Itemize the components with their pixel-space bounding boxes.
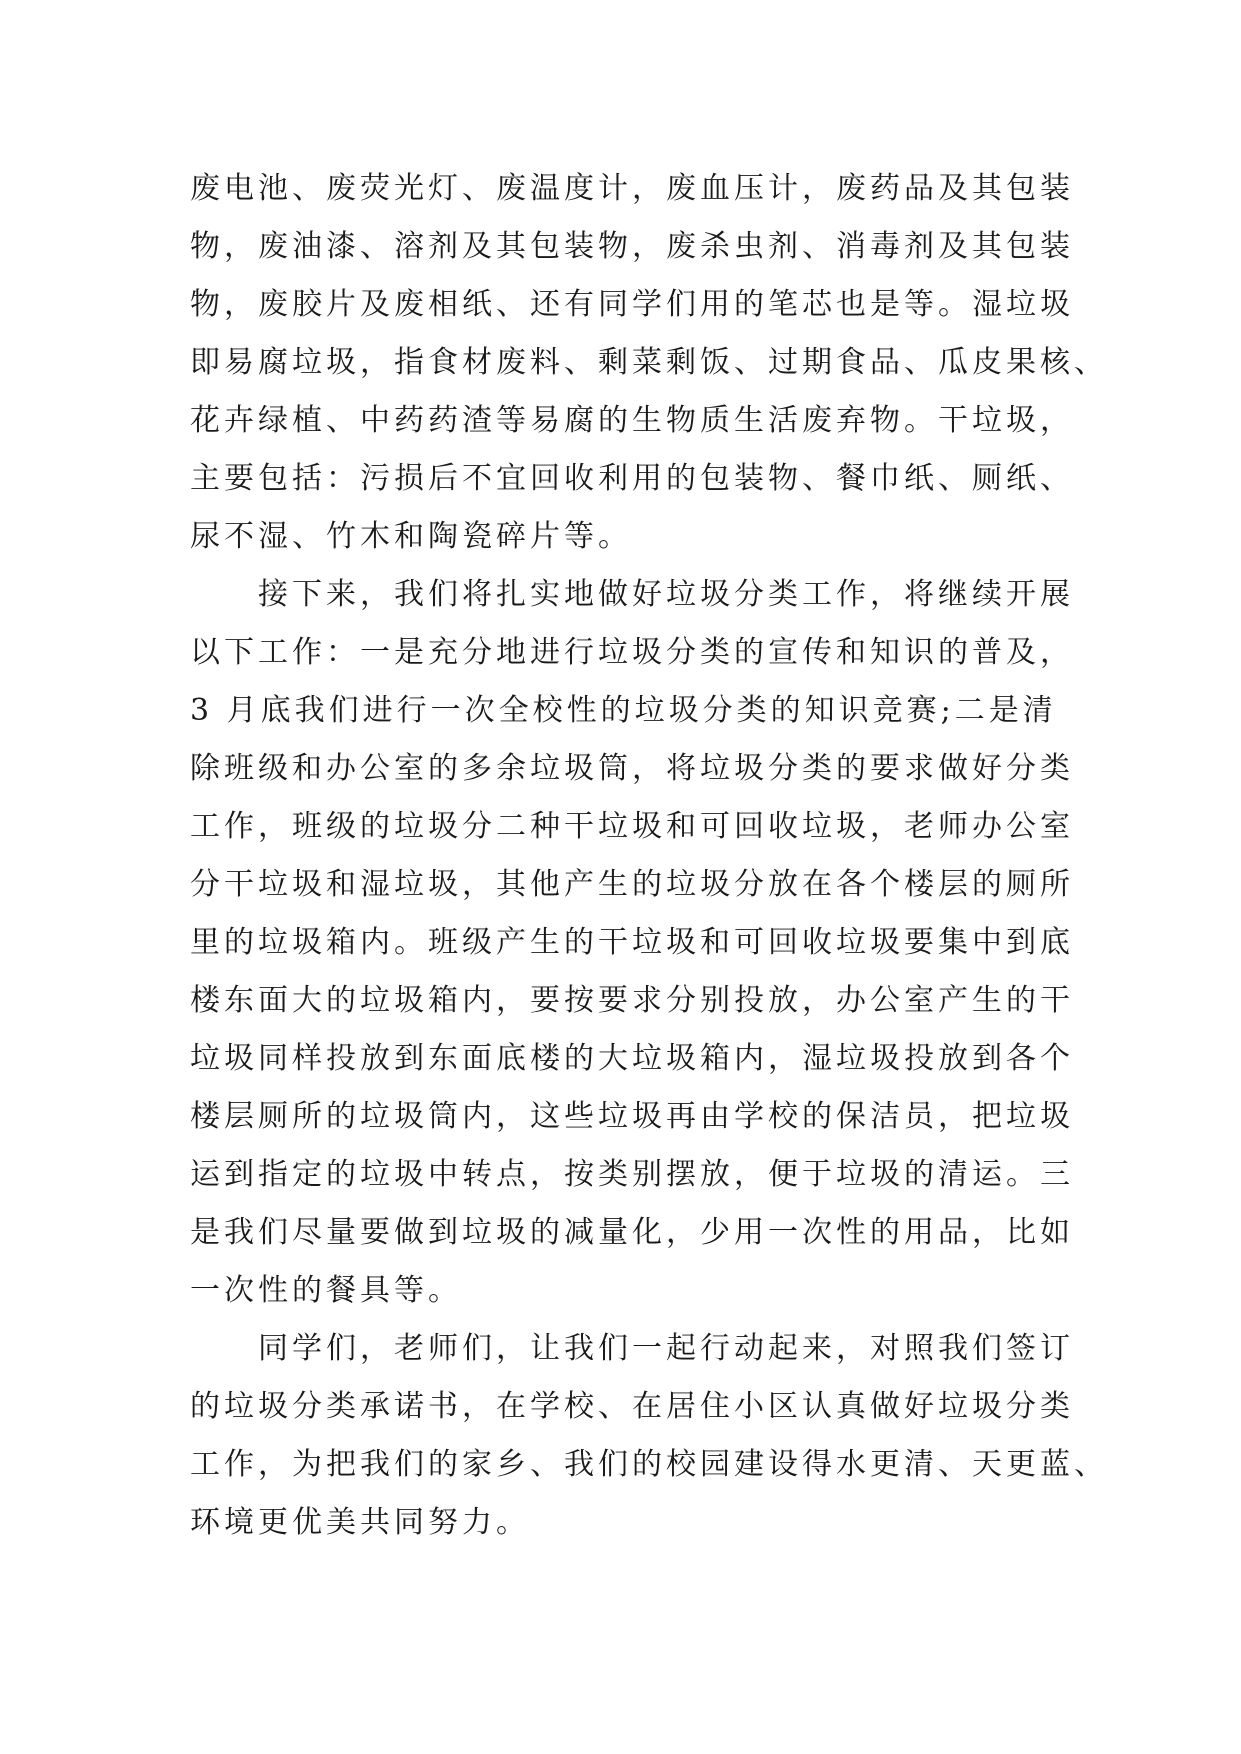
text-line: 即易腐垃圾，指食材废料、剩菜剩饭、过期食品、瓜皮果核、: [190, 345, 1108, 380]
text-line: 主要包括：污损后不宜回收利用的包装物、餐巾纸、厕纸、: [190, 461, 1074, 496]
paragraph-1: [190, 160, 1108, 566]
text-line: 一次性的餐具等。: [190, 1273, 462, 1308]
text-line: 里的垃圾箱内。班级产生的干垃圾和可回收垃圾要集中到底: [190, 925, 1074, 960]
text-line: 花卉绿植、中药药渣等易腐的生物质生活废弃物。干垃圾，: [190, 403, 1074, 438]
text-line: 废电池、废荧光灯、废温度计，废血压计，废药品及其包装: [190, 171, 1074, 206]
text-line: 的垃圾分类承诺书，在学校、在居住小区认真做好垃圾分类: [190, 1389, 1074, 1424]
text-line: 尿不湿、竹木和陶瓷碎片等。: [190, 519, 632, 554]
text-line: 除班级和办公室的多余垃圾筒，将垃圾分类的要求做好分类: [190, 751, 1074, 786]
text-line: 同学们，老师们，让我们一起行动起来，对照我们签订: [190, 1331, 1074, 1366]
text-line: 3 月底我们进行一次全校性的垃圾分类的知识竞赛;二是清: [190, 693, 1057, 728]
text-line: 运到指定的垃圾中转点，按类别摆放，便于垃圾的清运。三: [190, 1157, 1074, 1192]
body-text: [190, 160, 1108, 1552]
text-line: 以下工作：一是充分地进行垃圾分类的宣传和知识的普及，: [190, 635, 1074, 670]
text-line: 楼层厕所的垃圾筒内，这些垃圾再由学校的保洁员，把垃圾: [190, 1099, 1074, 1134]
text-line: 工作，为把我们的家乡、我们的校园建设得水更清、天更蓝、: [190, 1447, 1108, 1482]
text-line: 物，废油漆、溶剂及其包装物，废杀虫剂、消毒剂及其包装: [190, 229, 1074, 264]
text-line: 楼东面大的垃圾箱内，要按要求分别投放，办公室产生的干: [190, 983, 1074, 1018]
text-line: 工作，班级的垃圾分二种干垃圾和可回收垃圾，老师办公室: [190, 809, 1074, 844]
text-line: 环境更优美共同努力。: [190, 1505, 530, 1540]
paragraph-2: [190, 566, 1074, 1320]
text-line: 是我们尽量要做到垃圾的减量化，少用一次性的用品，比如: [190, 1215, 1074, 1250]
text-line: 分干垃圾和湿垃圾，其他产生的垃圾分放在各个楼层的厕所: [190, 867, 1074, 902]
text-line: 物，废胶片及废相纸、还有同学们用的笔芯也是等。湿垃圾: [190, 287, 1074, 322]
text-line: 接下来，我们将扎实地做好垃圾分类工作，将继续开展: [190, 577, 1074, 612]
text-line: 垃圾同样投放到东面底楼的大垃圾箱内，湿垃圾投放到各个: [190, 1041, 1074, 1076]
paragraph-3: [190, 1320, 1108, 1552]
